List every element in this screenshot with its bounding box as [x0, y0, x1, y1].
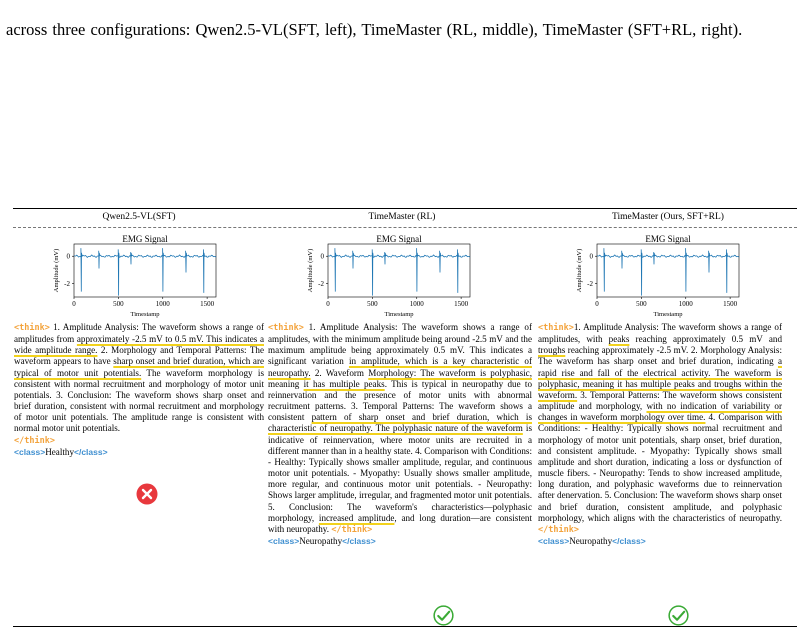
highlighted-phrase: pattern of sharp onset and brief duration, which is characteristic of neuropathy. The polyphasic nature of the waveform	[268, 412, 532, 434]
plot-frame	[328, 244, 470, 297]
class-open-tag: <class>	[268, 535, 300, 546]
highlighted-phrase: it has multiple peaks	[303, 378, 385, 389]
x-tick-label: 1500	[723, 300, 738, 308]
highlighted-phrase: Morphology: The waveform is polyphasic,	[368, 367, 532, 378]
highlighted-phrase: peaks	[608, 334, 630, 345]
think-open-tag: <think>	[268, 323, 304, 333]
highlighted-phrase: approximately -2.5 mV to 0.5 mV. This indicates a wide amplitude range.	[14, 334, 264, 356]
x-tick-label: 1000	[155, 300, 170, 308]
think-close-tag: </think>	[538, 524, 579, 535]
x-tick-label: 1500	[454, 300, 469, 308]
reasoning-segment: 2. Waveform	[310, 367, 369, 378]
x-tick-label: 0	[326, 300, 330, 308]
x-tick-label: 0	[72, 300, 76, 308]
think-open-tag: <think>	[14, 323, 50, 333]
class-close-tag: </class>	[342, 535, 376, 546]
plot-frame	[597, 244, 739, 297]
x-tick-label: 1000	[678, 300, 693, 308]
think-close-tag: </think>	[331, 524, 373, 535]
highlighted-phrase: a rapid rise and fall of the electrical activity. The waveform is polyphasic, meaning it has multiple peaks and troughs within the waveform.	[538, 356, 782, 400]
signal-series-line	[74, 248, 216, 296]
reasoning-text	[14, 322, 264, 435]
chart-title: EMG Signal	[376, 234, 422, 244]
predicted-class: Neuropathy	[569, 535, 613, 546]
red-cross-icon	[136, 483, 158, 505]
reasoning-segment: . This is typical in neuropathy due to reinnervation and the presence of motor units with abnormal recruitment patterns. 3. Temporal Patterns: The waveform shows a consistent	[268, 378, 533, 423]
x-tick-label: 0	[595, 300, 599, 308]
reasoning-segment: reaching approximately 0.5 mV and	[629, 334, 782, 345]
column-header-timemaster-sft-rl: TimeMaster (Ours, SFT+RL)	[612, 212, 724, 222]
class-open-tag: <class>	[538, 535, 570, 546]
highlighted-phrase: increased amplitude	[318, 512, 395, 523]
y-axis-label: Amplitude (mV)	[576, 248, 583, 293]
y-tick-label: 0	[66, 252, 70, 261]
reasoning-segment: meaning	[268, 378, 304, 389]
reasoning-segment: , and long duration—are consistent with neuropathy.	[268, 512, 532, 534]
table-top-rule	[13, 208, 797, 209]
emg-chart-right	[573, 233, 743, 318]
green-check-icon	[433, 605, 454, 626]
chart-title: EMG Signal	[645, 234, 691, 244]
reasoning-segment: reaching approximately -2.5 mV. 2. Morphology Analysis: The waveform has sharp onset and brief duration, indicating	[538, 345, 782, 367]
predicted-class: Neuropathy	[299, 535, 343, 546]
reasoning-text	[268, 322, 532, 536]
reasoning-segment: 2. Morphology and Temporal Patterns: The waveform appears to have	[14, 345, 264, 367]
x-tick-label: 500	[113, 300, 124, 308]
y-tick-label: -2	[64, 279, 70, 288]
highlighted-phrase: troughs	[538, 345, 566, 356]
think-close-tag: </think>	[14, 435, 55, 446]
reasoning-segment: The waveform morphology is consistent with normal recruitment and morphology of motor unit potentials. 3. Conclusion: The waveform shows sharp onset and brief duration, consistent with normal recruitment and morphology of motor unit potentials. The amplitude range is consistent with normal motor unit potentials.	[14, 367, 264, 434]
reasoning-panel-timemaster-sft-rl	[538, 322, 782, 547]
think-open-tag: <think>	[538, 323, 574, 333]
y-axis-label: Amplitude (mV)	[53, 248, 60, 293]
emg-chart-svg	[573, 233, 743, 318]
emg-chart-middle	[304, 233, 474, 318]
table-bottom-rule	[13, 626, 797, 627]
column-header-timemaster-rl: TimeMaster (RL)	[368, 212, 436, 222]
y-axis-label: Amplitude (mV)	[307, 248, 314, 293]
figure-caption: across three configurations: Qwen2.5-VL(SFT, left), TimeMaster (RL, middle), TimeMaster (SFT+RL, right).	[6, 19, 743, 39]
reasoning-segment: 4. Comparison with Conditions: - Healthy: Typically shows normal recruitment and morphology of motor unit potentials, sharp onset, brief duration, and consistent amplitude. - Myopathy: Typically shows small amplitude and short duration, indicating a loss or dysfunction of muscle fibers. - Neuropathy: Tends to show increased amplitude, long duration, and polyphasic waveforms due to reinnervation after denervation. 5. Conclusion: The waveform shows sharp onset and brief duration, consistent amplitude, and polyphasic morphology, which aligns with the characteristics of neuropathy.	[538, 412, 782, 523]
reasoning-panel-timemaster-rl	[268, 322, 532, 547]
y-tick-label: 0	[320, 252, 324, 261]
y-tick-label: -2	[318, 279, 324, 288]
x-axis-label: Timestamp	[130, 311, 160, 318]
x-tick-label: 1500	[200, 300, 215, 308]
chart-title: EMG Signal	[122, 234, 168, 244]
emg-chart-left	[50, 233, 220, 318]
column-header-qwen-sft: Qwen2.5-VL(SFT)	[102, 212, 176, 222]
signal-series-line	[328, 248, 470, 296]
highlighted-phrase: with no indication of variability or changes in waveform morphology over time.	[538, 401, 782, 423]
green-check-icon	[668, 605, 689, 626]
signal-series-line	[597, 248, 739, 296]
reasoning-segment: 3. Temporal Patterns: The waveform shows consistent amplitude and morphology,	[538, 389, 782, 412]
y-tick-label: -2	[587, 279, 593, 288]
class-close-tag: </class>	[74, 446, 108, 457]
class-open-tag: <class>	[14, 446, 46, 457]
reasoning-text	[538, 322, 782, 536]
reasoning-panel-qwen-sft	[14, 322, 264, 458]
plot-frame	[74, 244, 216, 297]
reasoning-segment: 1. Amplitude Analysis: The waveform shows a range of amplitudes, with	[538, 322, 782, 345]
emg-chart-svg	[50, 233, 220, 318]
reasoning-segment: 1. Amplitude Analysis: The waveform shows a range of amplitudes, with the minimum amplitude being around -2.5 mV and the maximum amplitude being approximately 0.5 mV. This indicates a significant variation	[268, 322, 532, 367]
reasoning-segment: 1. Amplitude Analysis: The waveform shows a range of amplitudes from	[14, 322, 264, 345]
class-close-tag: </class>	[612, 535, 646, 546]
header-dashed-rule	[13, 227, 797, 228]
reasoning-segment: is indicative of reinnervation, where motor units are recruited in a different manner than in a healthy state. 4. Comparison with Conditions: - Healthy: Typically shows smaller amplitude, regular, and continuous motor unit potentials. - Myopathy: Usually shows smaller amplitude, more regular, and continuous motor unit potentials. - Neuropathy: Shows larger amplitude, irregular, and fragmented motor unit potentials. 5. Conclusion: The waveform's characteristics—polyphasic morphology,	[268, 423, 532, 523]
x-tick-label: 1000	[409, 300, 424, 308]
x-axis-label: Timestamp	[653, 311, 683, 318]
predicted-class: Healthy	[45, 446, 74, 457]
highlighted-phrase: in amplitude, which is a key characteristic of neuropathy.	[268, 356, 532, 378]
x-tick-label: 500	[367, 300, 378, 308]
x-tick-label: 500	[636, 300, 647, 308]
highlighted-phrase: sharp onset and brief duration, which are typical of motor unit potentials.	[14, 356, 265, 378]
x-axis-label: Timestamp	[384, 311, 414, 318]
emg-chart-svg	[304, 233, 474, 318]
y-tick-label: 0	[589, 252, 593, 261]
